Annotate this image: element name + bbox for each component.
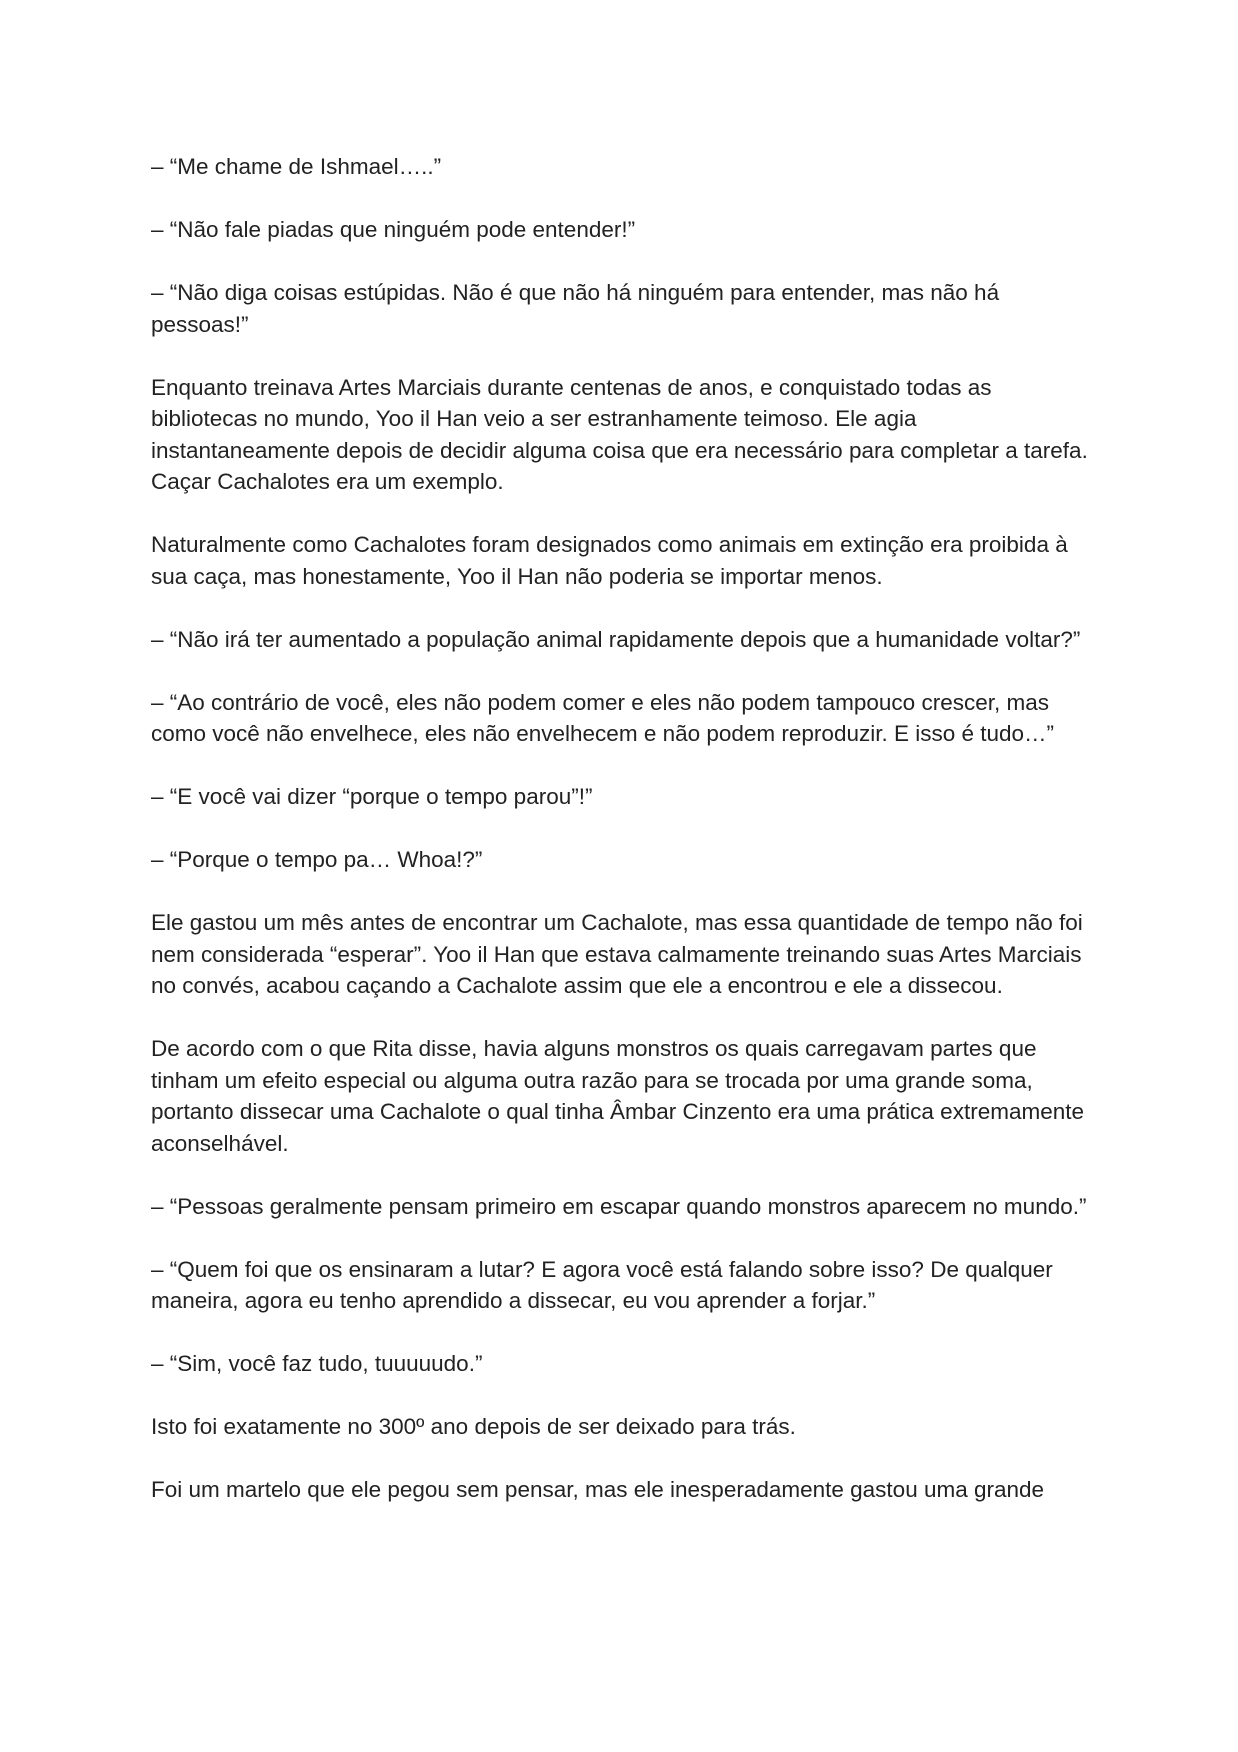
document-body xyxy=(151,151,1096,1506)
paragraph-11: De acordo com o que Rita disse, havia alguns monstros os quais carregavam partes que tinham um efeito especial ou alguma outra razão para se trocada por uma grande soma, portanto dissecar uma Cachalote o qual tinha Âmbar Cinzento era uma prática extremamente aconselhável. xyxy=(151,1036,1084,1156)
paragraph-7: – “Ao contrário de você, eles não podem comer e eles não podem tampouco crescer, mas como você não envelhece, eles não envelhecem e não podem reproduzir. E isso é tudo…” xyxy=(151,689,1055,746)
paragraph-12: – “Pessoas geralmente pensam primeiro em escapar quando monstros aparecem no mundo.” xyxy=(151,1193,1087,1219)
paragraph-4: Enquanto treinava Artes Marciais durante centenas de anos, e conquistado todas as bibliotecas no mundo, Yoo il Han veio a ser estranhamente teimoso. Ele agia instantaneamente depois de decidir alguma coisa que era necessário para completar a tarefa. Caçar Cachalotes era um exemplo. xyxy=(151,374,1088,494)
paragraph-2: – “Não fale piadas que ninguém pode entender!” xyxy=(151,217,636,242)
paragraph-3: – “Não diga coisas estúpidas. Não é que não há ninguém para entender, mas não há pessoas!” xyxy=(151,280,1000,337)
paragraph-1: – “Me chame de Ishmael…..” xyxy=(151,154,442,179)
paragraph-15: Isto foi exatamente no 300º ano depois de ser deixado para trás. xyxy=(151,1414,796,1439)
paragraph-16: Foi um martelo que ele pegou sem pensar, mas ele inesperadamente gastou uma grande xyxy=(151,1477,1045,1502)
paragraph-9: – “Porque o tempo pa… Whoa!?” xyxy=(151,847,483,872)
paragraph-10: Ele gastou um mês antes de encontrar um Cachalote, mas essa quantidade de tempo não foi nem considerada “esperar”. Yoo il Han que estava calmamente treinando suas Artes Marciais no convés, acabou caçando a Cachalote assim que ele a encontrou e ele a dissecou. xyxy=(151,910,1083,998)
paragraph-14: – “Sim, você faz tudo, tuuuuudo.” xyxy=(151,1351,483,1376)
paragraph-13: – “Quem foi que os ensinaram a lutar? E agora você está falando sobre isso? De qualquer maneira, agora eu tenho aprendido a dissecar, eu vou aprender a forjar.” xyxy=(151,1256,1053,1313)
paragraph-5: Naturalmente como Cachalotes foram designados como animais em extinção era proibida à sua caça, mas honestamente, Yoo il Han não poderia se importar menos. xyxy=(151,532,1068,589)
paragraph-8: – “E você vai dizer “porque o tempo parou”!” xyxy=(151,784,593,809)
paragraph-6: – “Não irá ter aumentado a população animal rapidamente depois que a humanidade voltar?” xyxy=(151,626,1081,652)
